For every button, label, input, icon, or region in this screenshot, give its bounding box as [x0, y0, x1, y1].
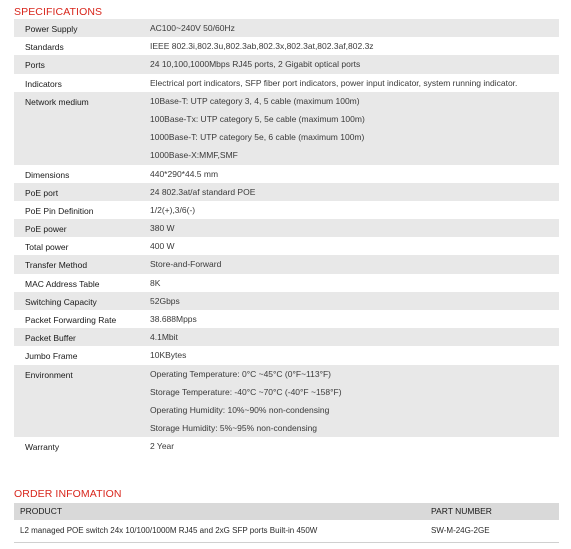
- spec-value: Storage Humidity: 5%~95% non-condensing: [150, 423, 318, 434]
- spec-row: [14, 274, 559, 292]
- spec-values: [139, 74, 559, 92]
- spec-row: [14, 237, 559, 255]
- spec-value: 1000Base-T: UTP category 5e, 6 cable (maximum 100m): [150, 132, 365, 143]
- spec-value: Storage Temperature: -40°C ~70°C (-40°F ~158°F): [150, 386, 342, 397]
- spec-row: [14, 437, 559, 455]
- spec-label: Switching Capacity: [25, 296, 97, 307]
- spec-value: 24 802.3at/af standard POE: [150, 186, 256, 197]
- spec-value: 52Gbps: [150, 295, 180, 306]
- spec-value: Operating Humidity: 10%~90% non-condensing: [150, 404, 330, 415]
- spec-value: 1/2(+),3/6(-): [150, 204, 196, 215]
- spec-value: 1000Base-X:MMF,SMF: [150, 150, 238, 161]
- spec-row: [14, 74, 559, 92]
- spec-values: [139, 37, 559, 55]
- spec-value: 380 W: [150, 223, 175, 234]
- spec-values: [139, 310, 559, 328]
- spec-value: 100Base-Tx: UTP category 5, 5e cable (maximum 100m): [150, 113, 365, 124]
- spec-label: PoE port: [25, 187, 59, 198]
- spec-values: [139, 183, 559, 201]
- spec-values: [139, 274, 559, 292]
- spec-value: 10KBytes: [150, 350, 187, 361]
- spec-label: Power Supply: [25, 24, 78, 34]
- spec-values: [139, 328, 559, 346]
- spec-row: [14, 37, 559, 55]
- product-cell: L2 managed POE switch 24x 10/100/1000M RJ45 and 2xG SFP ports Built-in 450W: [20, 526, 318, 535]
- spec-values: [139, 201, 559, 219]
- spec-values: [139, 365, 559, 438]
- order-table-header: [14, 503, 559, 520]
- spec-row: [14, 165, 559, 183]
- spec-value: IEEE 802.3i,802.3u,802.3ab,802.3x,802.3at,802.3af,802.3z: [150, 41, 374, 52]
- spec-label: Standards: [25, 42, 64, 53]
- spec-values: [139, 219, 559, 237]
- spec-label: PoE power: [25, 224, 67, 235]
- order-row: [14, 520, 559, 543]
- order-table: [14, 503, 559, 543]
- spec-value: Store-and-Forward: [150, 259, 222, 270]
- spec-value: AC100~240V 50/60Hz: [150, 23, 235, 33]
- spec-row: [14, 183, 559, 201]
- spec-values: [139, 92, 559, 165]
- spec-value: 10Base-T: UTP category 3, 4, 5 cable (maximum 100m): [150, 95, 360, 106]
- spec-label: Total power: [25, 242, 69, 253]
- spec-label: Packet Buffer: [25, 333, 76, 344]
- part-number-column-header: PART NUMBER: [431, 506, 492, 516]
- spec-label: Environment: [25, 369, 73, 380]
- spec-row: [14, 328, 559, 346]
- spec-row: [14, 255, 559, 273]
- spec-label: Dimensions: [25, 169, 70, 180]
- product-column-header: PRODUCT: [20, 506, 63, 516]
- spec-value: 24 10,100,1000Mbps RJ45 ports, 2 Gigabit optical ports: [150, 59, 361, 70]
- spec-label: Network medium: [25, 96, 89, 107]
- spec-row: [14, 292, 559, 310]
- spec-label: Indicators: [25, 78, 62, 89]
- spec-label: Jumbo Frame: [25, 351, 78, 362]
- spec-row: [14, 310, 559, 328]
- spec-values: [139, 19, 559, 37]
- spec-row: [14, 219, 559, 237]
- spec-values: [139, 346, 559, 364]
- spec-values: [139, 437, 559, 455]
- spec-values: [139, 255, 559, 273]
- spec-label: Ports: [25, 60, 45, 71]
- spec-value: 2 Year: [150, 441, 175, 452]
- spec-row: [14, 55, 559, 73]
- spec-values: [139, 165, 559, 183]
- spec-row: [14, 92, 559, 165]
- spec-values: [139, 55, 559, 73]
- spec-label: PoE Pin Definition: [25, 205, 94, 216]
- spec-row: [14, 346, 559, 364]
- spec-value: 400 W: [150, 241, 175, 252]
- specifications-table: [14, 19, 559, 456]
- specifications-title: SPECIFICATIONS: [14, 6, 103, 18]
- spec-row: [14, 365, 559, 438]
- spec-value: Electrical port indicators, SFP fiber port indicators, power input indicator, system running indicator.: [150, 77, 518, 88]
- spec-value: Operating Temperature: 0°C ~45°C (0°F~113°F): [150, 368, 332, 379]
- spec-label: Warranty: [25, 442, 60, 453]
- spec-value: 38.688Mpps: [150, 314, 197, 324]
- spec-values: [139, 237, 559, 255]
- spec-value: 4.1Mbit: [150, 332, 178, 343]
- spec-value: 8K: [150, 277, 161, 288]
- order-information-title: ORDER INFOMATION: [14, 488, 122, 500]
- spec-values: [139, 292, 559, 310]
- spec-row: [14, 201, 559, 219]
- spec-label: Packet Forwarding Rate: [25, 315, 117, 325]
- spec-label: MAC Address Table: [25, 278, 100, 289]
- spec-row: [14, 19, 559, 37]
- part-number-cell: SW-M-24G-2GE: [431, 526, 490, 535]
- spec-value: 440*290*44.5 mm: [150, 168, 219, 179]
- spec-label: Transfer Method: [25, 260, 88, 271]
